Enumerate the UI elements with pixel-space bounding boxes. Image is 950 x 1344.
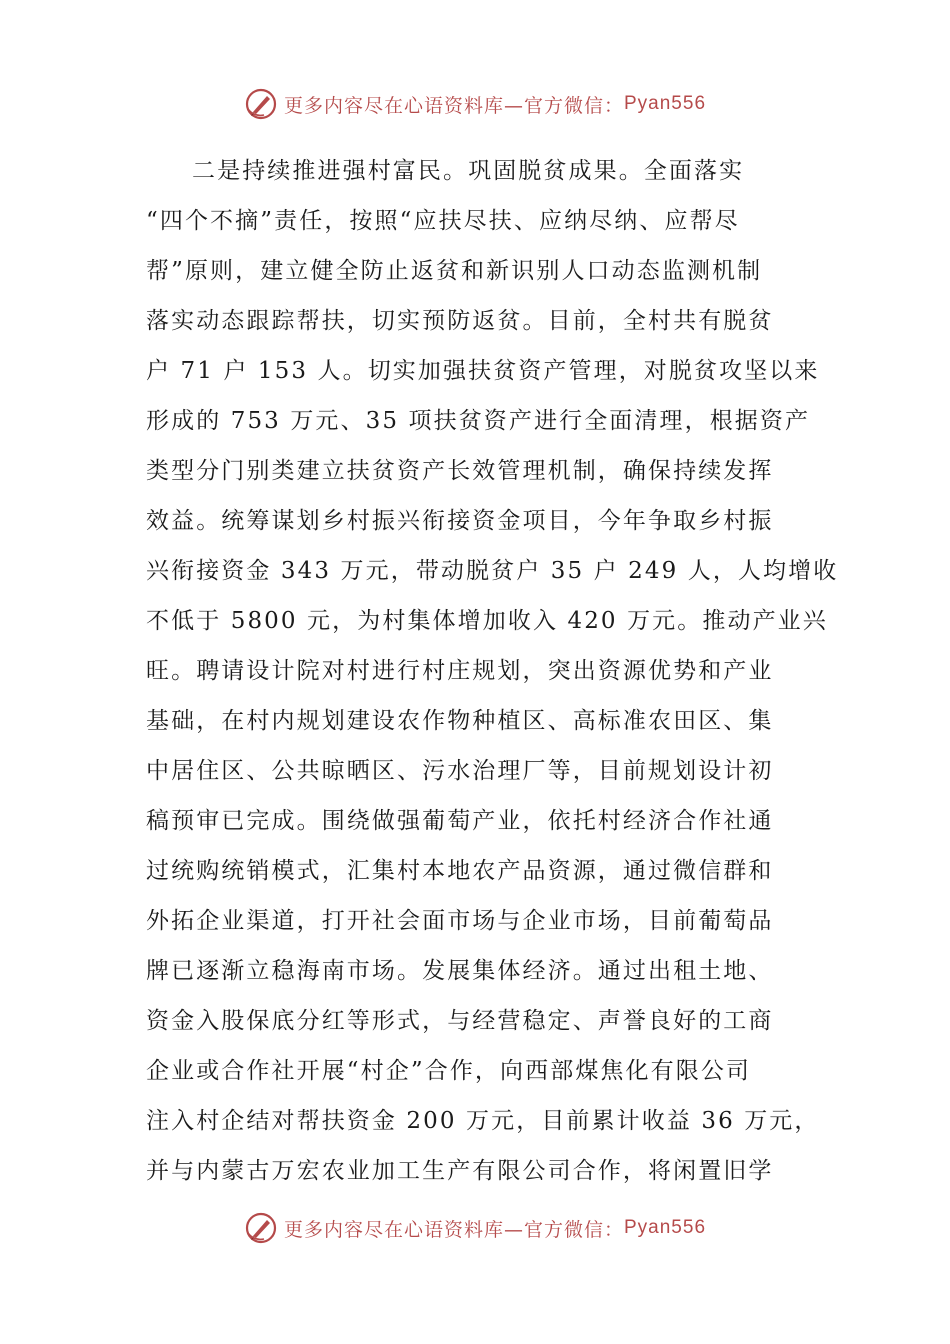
text-line: “四个不摘”责任，按照“应扶尽扶、应纳尽纳、应帮尽 [146,208,740,234]
footer-banner-text: 更多内容尽在心语资料库—官方微信： [283,1218,624,1241]
text-line: 旺。聘请设计院对村进行村庄规划，突出资源优势和产业 [146,658,774,684]
footer-watermark-banner [0,1208,950,1248]
text-line: 中居住区、公共晾晒区、污水治理厂等，目前规划设计初 [146,758,774,784]
text-line: 稿预审已完成。围绕做强葡萄产业，依托村经济合作社通 [146,808,774,834]
text-line: 落实动态跟踪帮扶，切实预防返贫。目前，全村共有脱贫 [146,308,774,334]
footer-wechat-id: Pyan556 [624,1217,707,1238]
text-line: 注入村企结对帮扶资金 200 万元，目前累计收益 36 万元， [146,1108,820,1134]
text-line: 资金入股保底分红等形式，与经营稳定、声誉良好的工商 [146,1008,774,1034]
text-line: 不低于 5800 元，为村集体增加收入 420 万元。推动产业兴 [146,608,828,634]
text-line: 外拓企业渠道，打开社会面市场与企业市场，目前葡萄品 [146,908,774,934]
text-line: 类型分门别类建立扶贫资产长效管理机制，确保持续发挥 [146,458,774,484]
text-line: 帮”原则，建立健全防止返贫和新识别人口动态监测机制 [146,258,763,284]
pen-circle-logo-icon [244,87,278,121]
text-line: 并与内蒙古万宏农业加工生产有限公司合作，将闲置旧学 [146,1158,774,1184]
text-line: 二是持续推进强村富民。巩固脱贫成果。全面落实 [192,158,745,184]
header-watermark-banner [0,84,950,124]
document-body [146,146,839,1196]
text-line: 牌已逐渐立稳海南市场。发展集体经济。通过出租土地、 [146,958,774,984]
text-line: 户 71 户 153 人。切实加强扶贫资产管理，对脱贫攻坚以来 [146,358,820,384]
header-wechat-id: Pyan556 [624,93,707,114]
header-banner-text: 更多内容尽在心语资料库—官方微信： [283,94,624,117]
text-line: 兴衔接资金 343 万元，带动脱贫户 35 户 249 人，人均增收 [146,558,839,584]
text-line: 效益。统筹谋划乡村振兴衔接资金项目，今年争取乡村振 [146,508,774,534]
pen-circle-logo-icon [244,1211,278,1245]
text-line: 形成的 753 万元、35 项扶贫资产进行全面清理，根据资产 [146,408,811,434]
text-line: 企业或合作社开展“村企”合作，向西部煤焦化有限公司 [146,1058,752,1084]
text-line: 基础，在村内规划建设农作物种植区、高标准农田区、集 [146,708,774,734]
text-line: 过统购统销模式，汇集村本地农产品资源，通过微信群和 [146,858,774,884]
